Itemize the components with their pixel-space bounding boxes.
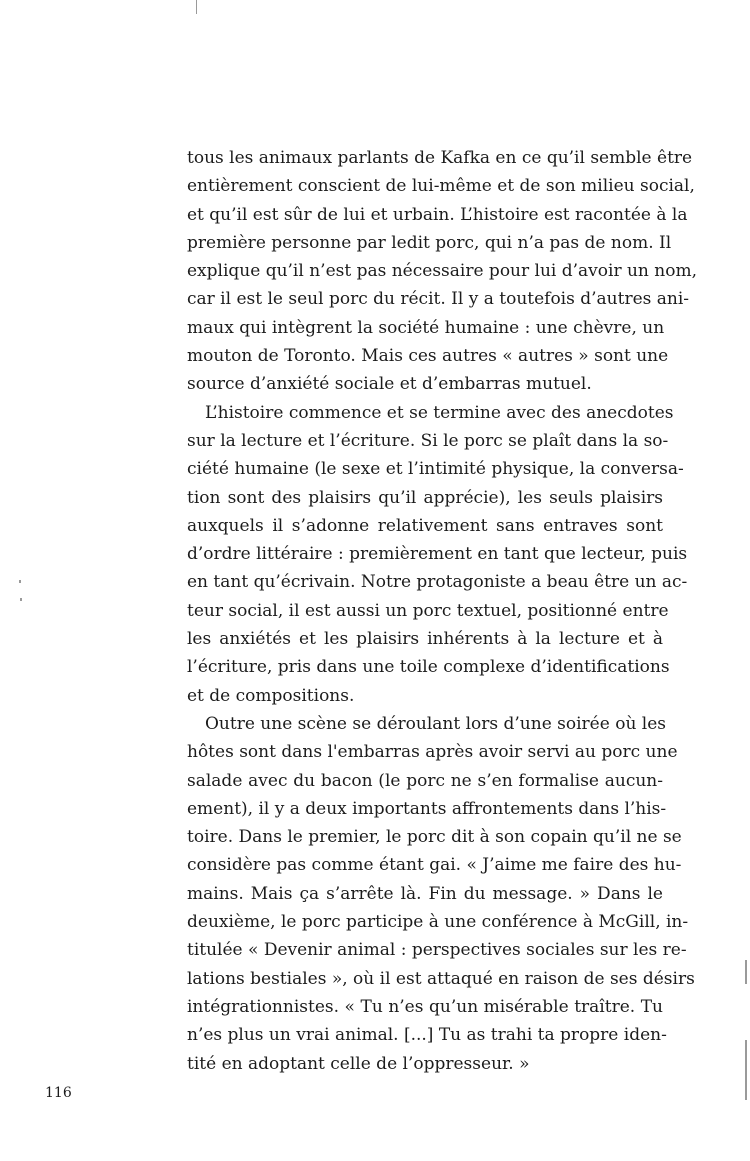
text-line: intégrationnistes. « Tu n’es qu’un misérable traître. Tu xyxy=(187,996,663,1017)
paragraph-1 xyxy=(187,144,697,399)
scan-mark xyxy=(20,598,22,601)
scan-mark xyxy=(745,1040,747,1100)
scan-mark xyxy=(745,960,747,984)
body-text xyxy=(187,144,697,1078)
text-line: les anxiétés et les plaisirs inhérents à la lecture et à xyxy=(187,629,663,650)
text-line: ciété humaine (le sexe et l’intimité physique, la conversa- xyxy=(187,459,684,480)
text-line: première personne par ledit porc, qui n’a pas de nom. Il xyxy=(187,232,672,253)
text-line: explique qu’il n’est pas nécessaire pour lui d’avoir un nom, xyxy=(187,261,697,282)
text-line: sur la lecture et l’écriture. Si le porc se plaît dans la so- xyxy=(187,430,669,451)
text-line: maux qui intègrent la société humaine : une chèvre, un xyxy=(187,317,665,338)
text-line: L’histoire commence et se termine avec des anecdotes xyxy=(205,402,674,423)
paragraph-3 xyxy=(187,710,695,1078)
text-line: n’es plus un vrai animal. [...] Tu as trahi ta propre iden- xyxy=(187,1025,667,1046)
text-line: deuxième, le porc participe à une conférence à McGill, in- xyxy=(187,912,689,933)
text-line: et qu’il est sûr de lui et urbain. L’histoire est racontée à la xyxy=(187,204,688,225)
text-line: teur social, il est aussi un porc textuel, positionné entre xyxy=(187,600,669,621)
text-line: Outre une scène se déroulant lors d’une soirée où les xyxy=(205,713,667,734)
text-line: mouton de Toronto. Mais ces autres « autres » sont une xyxy=(187,346,669,367)
text-line: titulée « Devenir animal : perspectives sociales sur les re- xyxy=(187,940,687,961)
text-line: et de compositions. xyxy=(187,685,355,706)
text-line: car il est le seul porc du récit. Il y a toutefois d’autres ani- xyxy=(187,289,690,310)
text-line: salade avec du bacon (le porc ne s’en formalise aucun- xyxy=(187,770,663,791)
text-line: source d’anxiété sociale et d’embarras mutuel. xyxy=(187,374,592,395)
text-line: ement), il y a deux importants affrontements dans l’his- xyxy=(187,798,667,819)
text-line: auxquels il s’adonne relativement sans entraves sont xyxy=(187,515,663,536)
page-number: 116 xyxy=(45,1085,72,1101)
text-line: lations bestiales », où il est attaqué en raison de ses désirs xyxy=(187,968,695,989)
paragraph-2 xyxy=(187,399,688,710)
text-line: tité en adoptant celle de l’oppresseur. » xyxy=(187,1053,530,1074)
text-line: considère pas comme étant gai. « J’aime me faire des hu- xyxy=(187,855,682,876)
text-line: mains. Mais ça s’arrête là. Fin du message. » Dans le xyxy=(187,883,663,904)
scan-mark xyxy=(196,0,197,14)
text-line: en tant qu’écrivain. Notre protagoniste a beau être un ac- xyxy=(187,572,688,593)
text-line: tous les animaux parlants de Kafka en ce qu’il semble être xyxy=(187,148,693,168)
text-line: hôtes sont dans l'embarras après avoir servi au porc une xyxy=(187,742,678,763)
text-line: tion sont des plaisirs qu’il apprécie), les seuls plaisirs xyxy=(187,487,663,508)
text-line: d’ordre littéraire : premièrement en tant que lecteur, puis xyxy=(187,544,688,565)
text-line: toire. Dans le premier, le porc dit à son copain qu’il ne se xyxy=(187,827,682,848)
text-line: l’écriture, pris dans une toile complexe d’identifications xyxy=(187,657,670,678)
text-line: entièrement conscient de lui-même et de son milieu social, xyxy=(187,176,695,197)
scan-mark xyxy=(19,580,21,583)
